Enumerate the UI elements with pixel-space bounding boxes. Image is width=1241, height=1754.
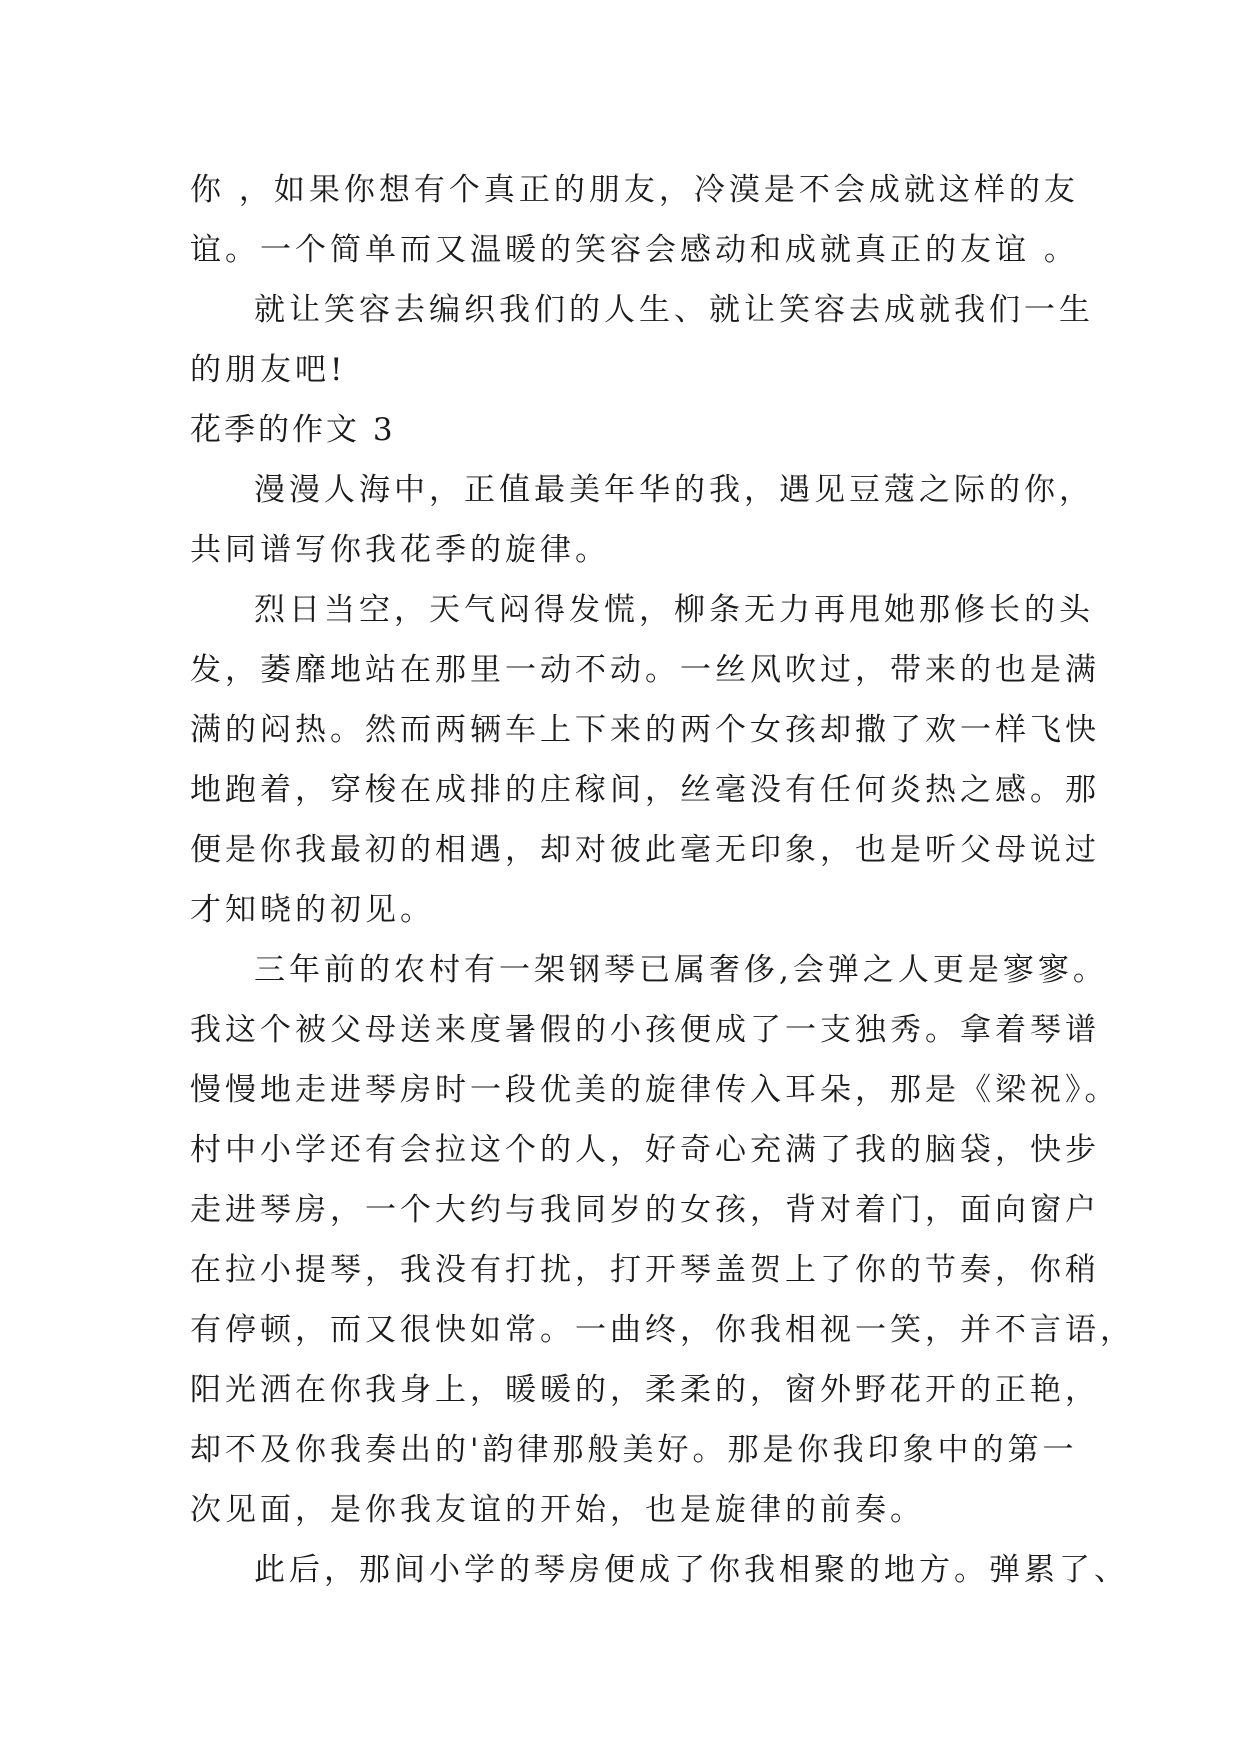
text-line: 共同谱写你我花季的旋律。	[190, 532, 610, 568]
text-line: 在拉小提琴，我没有打扰，打开琴盖贺上了你的节奏，你稍	[190, 1252, 1100, 1288]
text-line: 次见面，是你我友谊的开始，也是旋律的前奏。	[190, 1492, 925, 1528]
text-line: 的朋友吧!	[190, 352, 347, 388]
text-line: 慢慢地走进琴房时一段优美的旋律传入耳朵，那是《梁祝》。	[190, 1072, 1120, 1108]
paragraph-start-line: 漫漫人海中，正值最美年华的我，遇见豆蔻之际的你，	[254, 472, 1094, 508]
document-body	[190, 160, 1135, 1600]
text-line: 阳光洒在你我身上，暖暖的，柔柔的，窗外野花开的正艳，	[190, 1372, 1100, 1408]
text-line: 你 ，如果你想有个真正的朋友，冷漠是不会成就这样的友	[190, 172, 1079, 208]
paragraph-start-line: 就让笑容去编织我们的人生、就让笑容去成就我们一生	[254, 292, 1094, 328]
text-line: 我这个被父母送来度暑假的小孩便成了一支独秀。拿着琴谱	[190, 1012, 1100, 1048]
section-heading: 花季的作文 3	[190, 412, 396, 448]
text-line: 地跑着，穿梭在成排的庄稼间，丝毫没有任何炎热之感。那	[190, 772, 1100, 808]
paragraph-start-line: 此后，那间小学的琴房便成了你我相聚的地方。弹累了、	[254, 1552, 1129, 1588]
text-line: 便是你我最初的相遇，却对彼此毫无印象，也是听父母说过	[190, 832, 1100, 868]
text-line: 走进琴房，一个大约与我同岁的女孩，背对着门，面向窗户	[190, 1192, 1100, 1228]
paragraph-start-line: 烈日当空，天气闷得发慌，柳条无力再甩她那修长的头	[254, 592, 1094, 628]
paragraph-start-line: 三年前的农村有一架钢琴已属奢侈,会弹之人更是寥寥。	[254, 952, 1108, 988]
text-line: 才知晓的初见。	[190, 892, 435, 928]
text-line: 有停顿，而又很快如常。一曲终，你我相视一笑，并不言语，	[190, 1312, 1135, 1348]
text-line: 却不及你我奏出的'韵律那般美好。那是你我印象中的第一	[190, 1432, 1078, 1468]
text-line: 谊。一个简单而又温暖的笑容会感动和成就真正的友谊 。	[190, 232, 1079, 268]
text-line: 发，萎靡地站在那里一动不动。一丝风吹过，带来的也是满	[190, 652, 1100, 688]
text-line: 村中小学还有会拉这个的人，好奇心充满了我的脑袋，快步	[190, 1132, 1100, 1168]
text-line: 满的闷热。然而两辆车上下来的两个女孩却撒了欢一样飞快	[190, 712, 1100, 748]
